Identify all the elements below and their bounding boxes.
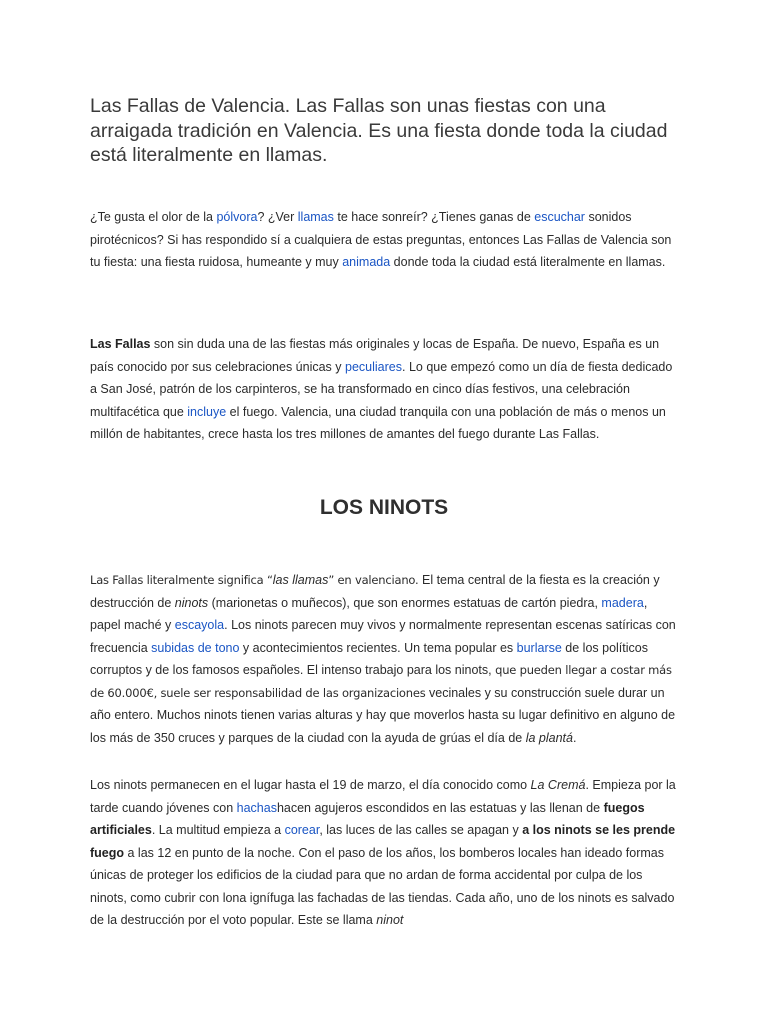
text-run: Las Fallas literalmente significa “ [90,573,273,587]
link-polvora[interactable]: pólvora [216,210,258,224]
italic-text: las llamas [272,573,329,587]
text-run: . Lo que empezó como un día de fiesta dedicado a San José, patrón de los carpinteros, se ha transformado en cinco días festivos, una celebración multifacética que [90,359,673,419]
text-run: . [572,730,577,745]
text-run: hacen agujeros escondidos en las estatuas y las llenan de [276,800,604,815]
text-run: ¿Te gusta el olor de la [90,210,217,224]
text-run: ” en valenciano. [328,573,419,587]
text-run: y acontecimientos recientes. Un tema popular es [239,640,517,655]
text-run: te hace sonreír? ¿Tienes ganas de [333,210,535,224]
text-run: Los ninots permanecen en el lugar hasta el 19 de marzo, el día conocido como [90,778,531,792]
italic-text: ninot [376,913,404,927]
italic-text: ninots [174,595,209,610]
link-escuchar[interactable]: escuchar [534,210,585,224]
intro-paragraph [90,206,680,274]
bold-text: fuegos artificiales [90,800,645,837]
text-run: que pueden llegar a costar más de 60.000€, suele ser responsabilidad de las organizaciones [90,663,672,700]
link-incluye[interactable]: incluye [187,404,227,419]
link-madera[interactable]: madera [601,595,644,610]
fallas-paragraph [90,333,680,446]
text-run: el fuego. Valencia, una ciudad tranquila con una población de más o menos un millón de habitantes, crece hasta los tres millones de amantes del fuego durante Las Fallas. [90,404,666,441]
cremas-paragraph [90,774,680,932]
link-peculiares[interactable]: peculiares [345,359,402,374]
text-run: donde toda la ciudad está literalmente en llamas. [390,255,666,269]
ninots-paragraph [90,569,680,749]
text-run: ? ¿Ver [257,210,298,224]
text-run: . Empieza por la tarde cuando jóvenes con [90,778,676,815]
text-run: , papel maché y [90,595,648,632]
text-run: son sin duda una de las fiestas más originales y locas de España. De nuevo, España es un país conocido por sus celebraciones únicas y [90,337,660,374]
link-corear[interactable]: corear [284,823,320,837]
link-animada[interactable]: animada [342,255,391,269]
bold-text: Las Fallas [90,337,151,351]
text-run: . La multitud empieza a [151,823,285,837]
link-escayola[interactable]: escayola [174,618,225,632]
link-llamas[interactable]: llamas [297,210,334,224]
italic-text: La Cremá [530,778,586,792]
text-run: a las 12 en punto de la noche. Con el paso de los años, los bomberos locales han ideado formas únicas de proteger los edificios de la ciudad para que no ardan de forma accidental por culpa de los ninots, como cubrir con lona ignífuga las fachadas de las tiendas. Cada año, uno de los ninots es salvado de la destrucción por el voto popular. Este se llama [90,845,675,927]
text-run: vecinales y su construcción suele durar un año entero. Muchos ninots tienen varias alturas y hay que moverlos hasta su lugar definitivo en alguno de los más de 350 cruces y parques de la ciudad con la ayuda de grúas el día de [90,685,676,745]
text-run: , las luces de las calles se apagan y [319,823,523,837]
text-run: sonidos pirotécnicos? Si has respondido sí a cualquiera de estas preguntas, entonces Las Fallas de Valencia son tu fiesta: una fiesta ruidosa, humeante y muy [90,210,672,269]
link-hachas[interactable]: hachas [236,800,277,815]
italic-text: la plantá [525,730,573,745]
section-heading: LOS NINOTS [319,496,449,519]
article-title: Las Fallas de Valencia. Las Fallas son unas fiestas con una arraigada tradición en Valencia. Es una fiesta donde toda la ciudad está literalmente en llamas. [90,95,668,166]
bold-text: a los ninots se les prende fuego [90,823,676,860]
link-subidas-de-tono[interactable]: subidas de tono [151,640,240,655]
text-run: El tema central de la fiesta es la creación y destrucción de [90,573,660,610]
text-run: de los políticos corruptos y de los famosos españoles. El intenso trabajo para los ninots, [90,640,648,677]
link-burlarse[interactable]: burlarse [516,640,562,655]
text-run: . Los ninots parecen muy vivos y normalmente representan escenas satíricas con frecuencia [90,618,676,655]
text-run: (marionetas o muñecos), que son enormes estatuas de cartón piedra, [208,595,602,610]
